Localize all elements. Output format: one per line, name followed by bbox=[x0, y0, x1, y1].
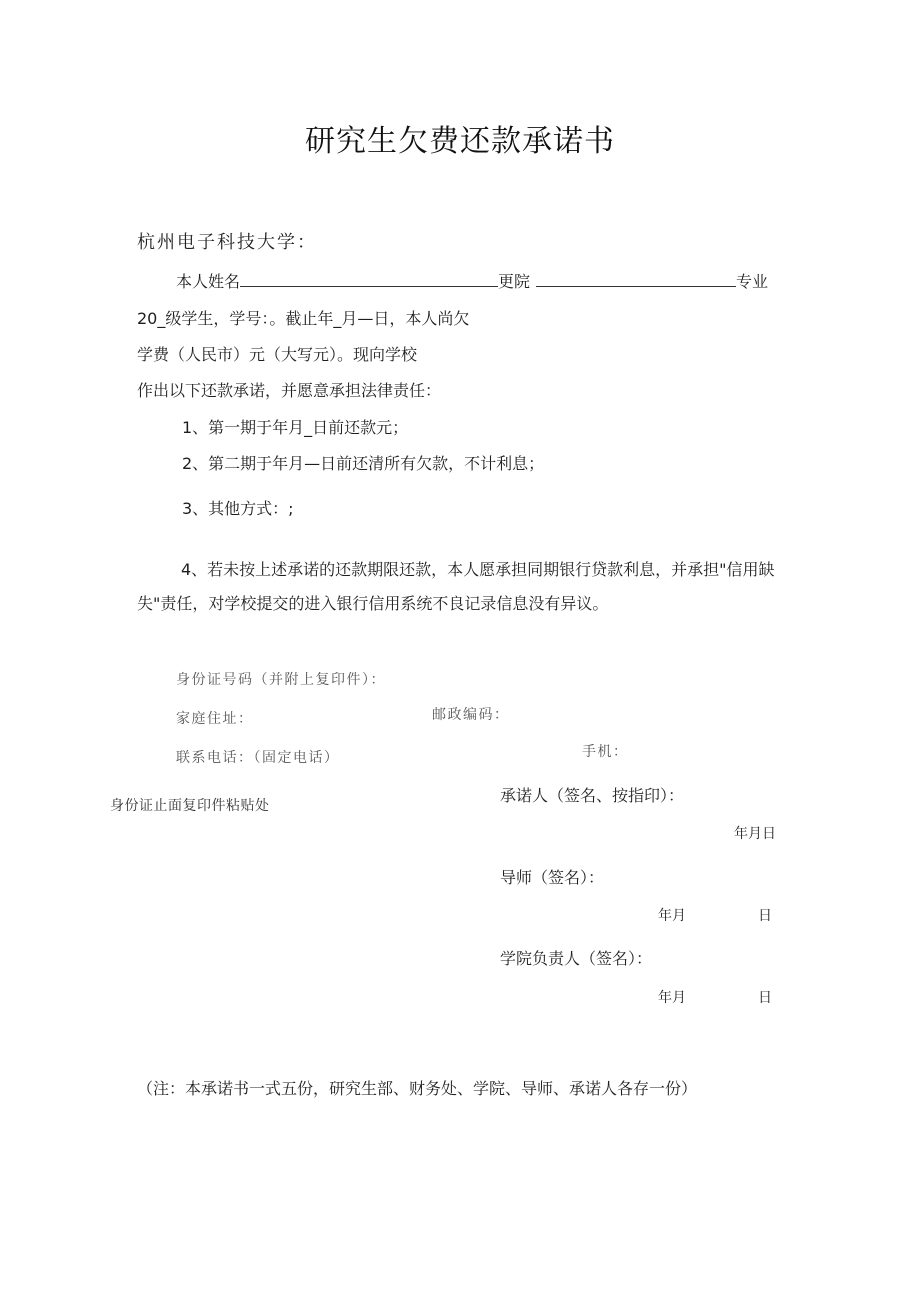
footnote: （注：本承诺书一式五份，研究生部、财务处、学院、导师、承诺人各存一份） bbox=[137, 1079, 698, 1098]
item-second-installment: 2、第二期于年月—日前还清所有欠款，不计利息； bbox=[182, 454, 545, 473]
major-label: 专业 bbox=[736, 272, 769, 291]
postal-code-field: 邮政编码： bbox=[432, 707, 510, 723]
promisor-date: 年月日 bbox=[734, 826, 776, 842]
phone-field: 联系电话：（固定电话） bbox=[176, 750, 340, 766]
commitment-line: 作出以下还款承诺，并愿意承担法律责任： bbox=[137, 381, 442, 400]
id-number-field: 身份证号码（并附上复印件）： bbox=[176, 672, 386, 688]
item-first-installment: 1、第一期于年月_日前还款元； bbox=[182, 418, 409, 437]
mobile-field: 手机： bbox=[582, 744, 629, 760]
name-blank bbox=[240, 272, 498, 287]
college-label: 更院 bbox=[498, 272, 531, 291]
home-address-field: 家庭住址： bbox=[176, 711, 254, 727]
addressee: 杭州电子科技大学： bbox=[137, 232, 317, 253]
item-default-clause: 4、若未按上述承诺的还款期限还款，本人愿承担同期银行贷款利息，并承担"信用缺失"责任，对学校提交的进入银行信用系统不良记录信息没有异议。 bbox=[137, 560, 775, 613]
college-blank bbox=[536, 272, 736, 287]
advisor-signature: 导师（签名）： bbox=[500, 868, 605, 887]
dean-date-year-month: 年月 bbox=[658, 990, 686, 1006]
item-other-method: 3、其他方式：; bbox=[182, 499, 294, 518]
student-info-line: 20_级学生，学号：。截止年_月—日，本人尚欠 bbox=[137, 309, 470, 328]
advisor-date-day: 日 bbox=[758, 908, 772, 924]
name-line bbox=[176, 269, 768, 292]
id-copy-area-label: 身份证止面复印件粘贴处 bbox=[110, 798, 270, 814]
name-label: 本人姓名 bbox=[176, 272, 241, 291]
dean-signature: 学院负责人（签名）： bbox=[500, 949, 653, 968]
promisor-signature: 承诺人（签名、按指印）： bbox=[500, 786, 685, 805]
document-title: 研究生欠费还款承诺书 bbox=[305, 124, 615, 159]
tuition-line: 学费（人民市）元（大写元）。现向学校 bbox=[137, 345, 418, 364]
advisor-date-year-month: 年月 bbox=[658, 908, 686, 924]
dean-date-day: 日 bbox=[758, 990, 772, 1006]
